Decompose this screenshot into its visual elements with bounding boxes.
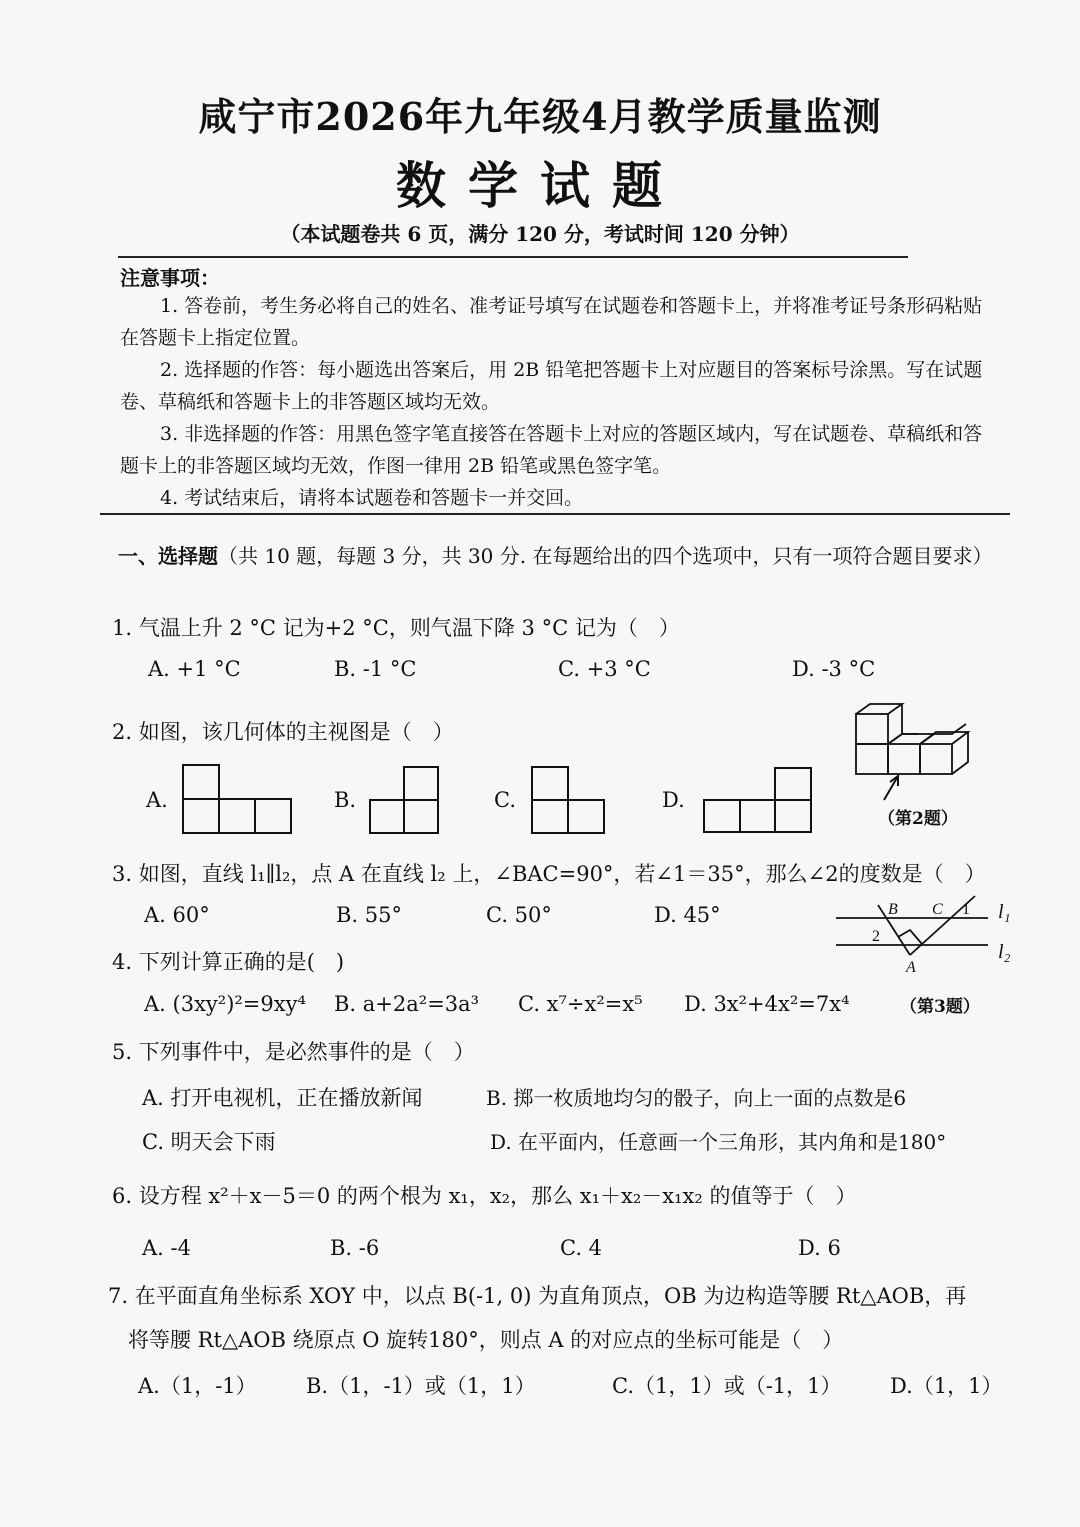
notice-title: 注意事项：	[120, 266, 220, 290]
exam-info: （本试题卷共 6 页，满分 120 分，考试时间 120 分钟）	[280, 222, 800, 246]
exam-title: 咸宁市2026年九年级4月教学质量监测	[198, 94, 882, 139]
question-6-stem: 6. 设方程 x²＋x－5＝0 的两个根为 x₁，x₂，那么 x₁＋x₂－x₁x₂ 的值等于（ ）	[112, 1184, 857, 1208]
q6-option-d: D. 6	[798, 1236, 841, 1260]
q1-option-d: D. -3 °C	[792, 657, 876, 681]
q6-option-b: B. -6	[330, 1236, 380, 1260]
q7-option-c: C.（1，1）或（-1，1）	[612, 1374, 842, 1398]
q5-option-a: A. 打开电视机，正在播放新闻	[142, 1086, 423, 1110]
section-title: 一、选择题	[118, 544, 218, 568]
label-b: B	[888, 901, 898, 918]
q5-option-b: B. 掷一枚质地均匀的骰子，向上一面的点数是6	[486, 1086, 907, 1110]
question-3-stem: 3. 如图，直线 l₁∥l₂，点 A 在直线 l₂ 上，∠BAC=90°，若∠1＝35°，那么∠2的度数是（ ）	[112, 862, 986, 886]
q2-option-d: D.	[662, 788, 685, 812]
q4-option-c: C. x⁷÷x²=x⁵	[518, 992, 643, 1016]
question-7-stem-line2: 将等腰 Rt△AOB 绕原点 O 旋转180°，则点 A 的对应点的坐标可能是（ ）	[128, 1328, 844, 1352]
question-5-stem: 5. 下列事件中，是必然事件的是（ ）	[112, 1040, 475, 1064]
label-a: A	[906, 959, 916, 976]
q7-option-a: A.（1，-1）	[138, 1374, 257, 1398]
label-angle-1: 1	[962, 901, 970, 918]
question-1-stem: 1. 气温上升 2 °C 记为+2 °C，则气温下降 3 °C 记为（ ）	[112, 616, 680, 640]
q2-option-a: A.	[146, 788, 168, 812]
q4-option-d: D. 3x²+4x²=7x⁴	[684, 992, 850, 1016]
question-2-stem: 2. 如图，该几何体的主视图是（ ）	[112, 720, 454, 744]
notice-item: 3. 非选择题的作答：用黑色签字笔直接答在答题卡上对应的答题区域内，写在试题卷、草稿纸和答题卡上的非答题区域均无效，作图一律用 2B 铅笔或黑色签字笔。	[120, 423, 983, 477]
subject-title: 数学试题	[396, 156, 684, 215]
q4-option-b: B. a+2a²=3a³	[334, 992, 480, 1016]
label-l1: l₁	[998, 901, 1011, 923]
q3-caption: （第3题）	[900, 997, 980, 1017]
q7-option-d: D.（1，1）	[890, 1374, 1003, 1398]
q2-option-c: C.	[494, 788, 516, 812]
q3-option-b: B. 55°	[336, 903, 403, 927]
question-7-stem-line1: 7. 在平面直角坐标系 XOY 中，以点 B(-1, 0) 为直角顶点，OB 为边构造等腰 Rt△AOB，再	[108, 1284, 967, 1308]
notice-item: 4. 考试结束后，请将本试题卷和答题卡一并交回。	[160, 487, 584, 509]
q6-option-c: C. 4	[560, 1236, 603, 1260]
q7-option-b: B.（1，-1）或（1，1）	[306, 1374, 536, 1398]
question-4-stem: 4. 下列计算正确的是( )	[112, 950, 345, 974]
q3-option-d: D. 45°	[654, 903, 721, 927]
q5-option-d: D. 在平面内，任意画一个三角形，其内角和是180°	[490, 1130, 947, 1154]
q2-caption: （第2题）	[878, 809, 958, 829]
notice-item: 2. 选择题的作答：每小题选出答案后，用 2B 铅笔把答题卡上对应题目的答案标号涂黑。写在试题卷、草稿纸和答题卡上的非答题区域均无效。	[120, 359, 983, 413]
q3-option-c: C. 50°	[486, 903, 552, 927]
label-c: C	[932, 901, 943, 918]
section-desc: （共 10 题，每题 3 分，共 30 分. 在每题给出的四个选项中，只有一项符合题目要求）	[218, 544, 993, 568]
label-l2: l₂	[998, 941, 1011, 963]
q4-option-a: A. (3xy²)²=9xy⁴	[144, 992, 306, 1016]
q3-option-a: A. 60°	[144, 903, 210, 927]
q6-option-a: A. -4	[142, 1236, 191, 1260]
q1-option-a: A. +1 °C	[148, 657, 241, 681]
q1-option-c: C. +3 °C	[558, 657, 651, 681]
notice-item: 1. 答卷前，考生务必将自己的姓名、准考证号填写在试题卷和答题卡上，并将准考证号条形码粘贴在答题卡上指定位置。	[120, 295, 983, 349]
q5-option-c: C. 明天会下雨	[142, 1130, 276, 1154]
q2-option-b: B.	[334, 788, 357, 812]
q1-option-b: B. -1 °C	[334, 657, 417, 681]
label-angle-2: 2	[872, 928, 880, 945]
